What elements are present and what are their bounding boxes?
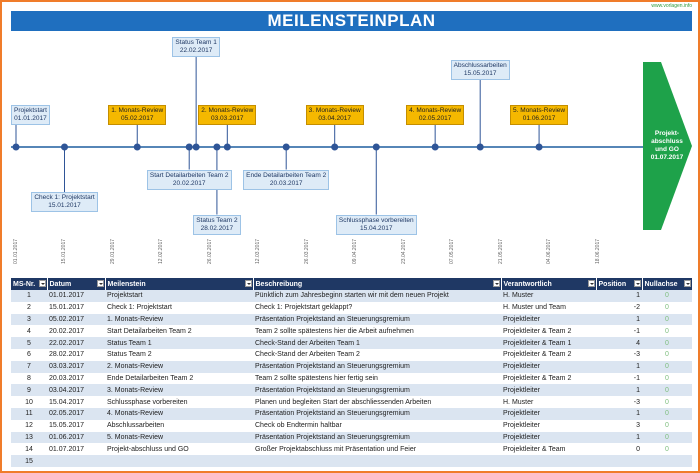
- cell-nr[interactable]: 14: [11, 443, 47, 455]
- cell-datum[interactable]: 01.07.2017: [47, 443, 105, 455]
- cell-meilenstein[interactable]: [105, 455, 253, 467]
- filter-dropdown-icon[interactable]: [245, 280, 252, 287]
- cell-meilenstein[interactable]: 1. Monats-Review: [105, 314, 253, 326]
- cell-nullachse[interactable]: 0: [642, 384, 692, 396]
- cell-position[interactable]: 4: [596, 337, 642, 349]
- milestone-date: 20.02.2017: [172, 179, 206, 187]
- milestone-title: Status Team 2: [196, 216, 238, 224]
- cell-nr[interactable]: 10: [11, 396, 47, 408]
- cell-nullachse[interactable]: 0: [642, 443, 692, 455]
- milestone-marker[interactable]: [186, 144, 193, 151]
- cell-meilenstein[interactable]: 5. Monats-Review: [105, 432, 253, 444]
- cell-verantwortlich[interactable]: Projektleiter & Team 2: [501, 349, 596, 361]
- cell-verantwortlich[interactable]: H. Muster: [501, 290, 596, 302]
- cell-datum[interactable]: 15.05.2017: [47, 420, 105, 432]
- cell-meilenstein[interactable]: 3. Monats-Review: [105, 384, 253, 396]
- cell-beschreibung[interactable]: Check ob Endtermin haltbar: [253, 420, 501, 432]
- cell-position[interactable]: 1: [596, 384, 642, 396]
- cell-verantwortlich[interactable]: Projektleiter & Team 2: [501, 325, 596, 337]
- cell-datum[interactable]: 03.03.2017: [47, 361, 105, 373]
- table-row[interactable]: [11, 325, 692, 337]
- milestone-marker[interactable]: [477, 144, 484, 151]
- cell-position[interactable]: 1: [596, 314, 642, 326]
- cell-nr[interactable]: 2: [11, 302, 47, 314]
- filter-dropdown-icon[interactable]: [39, 280, 46, 287]
- cell-beschreibung[interactable]: Check 1: Projektstart geklappt?: [253, 302, 501, 314]
- table-row[interactable]: [11, 432, 692, 444]
- cell-position[interactable]: 1: [596, 290, 642, 302]
- filter-dropdown-icon[interactable]: [97, 280, 104, 287]
- cell-verantwortlich[interactable]: Projektleiter & Team: [501, 443, 596, 455]
- table-row[interactable]: [11, 443, 692, 455]
- cell-nr[interactable]: 8: [11, 373, 47, 385]
- cell-nullachse[interactable]: 0: [642, 420, 692, 432]
- table-row[interactable]: [11, 290, 692, 302]
- filter-dropdown-icon[interactable]: [684, 280, 691, 287]
- milestone-date: 03.03.2017: [211, 114, 244, 122]
- column-header-verantwortlich[interactable]: Verantwortlich: [501, 278, 596, 290]
- cell-nullachse[interactable]: 0: [642, 337, 692, 349]
- cell-meilenstein[interactable]: Schlussphase vorbereiten: [105, 396, 253, 408]
- table-row[interactable]: [11, 396, 692, 408]
- cell-beschreibung[interactable]: Präsentation Projektstand an Steuerungsgremium: [253, 432, 501, 444]
- axis-date-label: 26.02.2017: [206, 238, 213, 264]
- milestone-title: 2. Monats-Review: [201, 106, 254, 114]
- milestone-marker[interactable]: [134, 144, 141, 151]
- milestone-label[interactable]: [243, 170, 329, 190]
- cell-datum[interactable]: 20.03.2017: [47, 373, 105, 385]
- column-header-meilenstein[interactable]: Meilenstein: [105, 278, 253, 290]
- cell-nr[interactable]: 15: [11, 455, 47, 467]
- cell-position[interactable]: 1: [596, 432, 642, 444]
- milestone-marker[interactable]: [432, 144, 439, 151]
- table-row[interactable]: [11, 314, 692, 326]
- table-row[interactable]: [11, 349, 692, 361]
- axis-date-label: 09.04.2017: [352, 238, 359, 264]
- cell-datum[interactable]: 20.02.2017: [47, 325, 105, 337]
- cell-nr[interactable]: 6: [11, 349, 47, 361]
- milestone-date: 05.02.2017: [120, 114, 154, 122]
- milestone-title: Abschlussarbeiten: [453, 61, 507, 69]
- axis-date-label: 04.06.2017: [546, 238, 553, 264]
- cell-datum[interactable]: 15.04.2017: [47, 396, 105, 408]
- cell-meilenstein[interactable]: Status Team 2: [105, 349, 253, 361]
- goal-label: Projekt-abschluss und GO 01.07.2017: [650, 130, 684, 161]
- cell-meilenstein[interactable]: 4. Monats-Review: [105, 408, 253, 420]
- cell-nr[interactable]: 4: [11, 325, 47, 337]
- milestone-marker[interactable]: [213, 144, 220, 151]
- milestone-marker[interactable]: [193, 144, 200, 151]
- cell-nr[interactable]: 3: [11, 314, 47, 326]
- filter-dropdown-icon[interactable]: [634, 280, 641, 287]
- table-row[interactable]: [11, 302, 692, 314]
- milestone-marker[interactable]: [536, 144, 543, 151]
- cell-datum[interactable]: 28.02.2017: [47, 349, 105, 361]
- cell-position[interactable]: 1: [596, 408, 642, 420]
- milestone-title: Start Detailarbeiten Team 2: [149, 171, 229, 179]
- table-row[interactable]: [11, 455, 692, 467]
- cell-nr[interactable]: 12: [11, 420, 47, 432]
- cell-nullachse[interactable]: 0: [642, 396, 692, 408]
- milestone-title: Schlussphase vorbereiten: [338, 216, 414, 224]
- page-title: MEILENSTEINPLAN: [11, 11, 692, 31]
- cell-meilenstein[interactable]: Start Detailarbeiten Team 2: [105, 325, 253, 337]
- filter-dropdown-icon[interactable]: [588, 280, 595, 287]
- milestone-label[interactable]: [406, 105, 464, 125]
- cell-verantwortlich[interactable]: Projektleiter & Team 1: [501, 337, 596, 349]
- cell-nr[interactable]: 11: [11, 408, 47, 420]
- filter-dropdown-icon[interactable]: [493, 280, 500, 287]
- cell-meilenstein[interactable]: Abschlussarbeiten: [105, 420, 253, 432]
- cell-meilenstein[interactable]: Status Team 1: [105, 337, 253, 349]
- cell-position[interactable]: -1: [596, 325, 642, 337]
- cell-beschreibung[interactable]: Pünktlich zum Jahresbeginn starten wir mit dem neuen Projekt: [253, 290, 501, 302]
- axis-date-label: 12.02.2017: [158, 238, 165, 264]
- cell-nr[interactable]: 9: [11, 384, 47, 396]
- milestone-table: [11, 278, 693, 467]
- cell-nr[interactable]: 7: [11, 361, 47, 373]
- cell-beschreibung[interactable]: Check-Stand der Arbeiten Team 1: [253, 337, 501, 349]
- cell-beschreibung[interactable]: Planen und begleiten Start der abschliessenden Arbeiten: [253, 396, 501, 408]
- cell-beschreibung[interactable]: Großer Projektabschluss mit Präsentation und Feier: [253, 443, 501, 455]
- cell-position[interactable]: -3: [596, 349, 642, 361]
- milestone-label[interactable]: [451, 60, 510, 80]
- cell-beschreibung[interactable]: Team 2 sollte spätestens hier die Arbeit aufnehmen: [253, 325, 501, 337]
- milestone-label[interactable]: [31, 192, 97, 212]
- milestone-date: 15.04.2017: [359, 224, 393, 232]
- milestone-label[interactable]: [510, 105, 568, 125]
- table-row[interactable]: [11, 384, 692, 396]
- column-header-datum[interactable]: Datum: [47, 278, 105, 290]
- milestone-date: 20.03.2017: [269, 179, 303, 187]
- milestone-marker[interactable]: [283, 144, 290, 151]
- cell-beschreibung[interactable]: Präsentation Projektstand an Steuerungsgremium: [253, 361, 501, 373]
- column-header-nullachse[interactable]: Nullachse: [642, 278, 692, 290]
- cell-verantwortlich[interactable]: Projektleiter: [501, 384, 596, 396]
- cell-beschreibung[interactable]: Präsentation Projektstand an Steuerungsgremium: [253, 384, 501, 396]
- cell-position[interactable]: 1: [596, 361, 642, 373]
- milestone-label[interactable]: [306, 105, 364, 125]
- milestone-marker[interactable]: [61, 144, 68, 151]
- milestone-label[interactable]: [147, 170, 232, 190]
- cell-datum[interactable]: [47, 455, 105, 467]
- milestone-marker[interactable]: [13, 144, 20, 151]
- milestone-title: 3. Monats-Review: [308, 106, 361, 114]
- column-header-ms-nr[interactable]: MS-Nr.: [11, 278, 47, 290]
- cell-position[interactable]: -2: [596, 302, 642, 314]
- cell-meilenstein[interactable]: Projektstart: [105, 290, 253, 302]
- column-header-beschreibung[interactable]: Beschreibung: [253, 278, 501, 290]
- table-row[interactable]: [11, 373, 692, 385]
- axis-date-label: 01.01.2017: [13, 238, 19, 264]
- cell-meilenstein[interactable]: Check 1: Projektstart: [105, 302, 253, 314]
- milestone-title: Projektstart: [14, 106, 47, 114]
- cell-nullachse[interactable]: 0: [642, 314, 692, 326]
- cell-verantwortlich[interactable]: H. Muster: [501, 396, 596, 408]
- cell-verantwortlich[interactable]: Projektleiter: [501, 361, 596, 373]
- table-header-row: [11, 278, 692, 290]
- milestone-title: Ende Detailarbeiten Team 2: [246, 171, 327, 179]
- cell-verantwortlich[interactable]: Projektleiter: [501, 420, 596, 432]
- milestone-label[interactable]: [11, 105, 50, 125]
- cell-verantwortlich[interactable]: Projektleiter: [501, 314, 596, 326]
- milestone-title: Check 1: Projektstart: [34, 194, 95, 201]
- milestone-marker[interactable]: [224, 144, 231, 151]
- axis-date-label: 29.01.2017: [109, 238, 116, 264]
- milestone-marker[interactable]: [331, 144, 338, 151]
- cell-beschreibung[interactable]: Team 2 sollte spätestens hier fertig sein: [253, 373, 501, 385]
- cell-nullachse[interactable]: 0: [642, 302, 692, 314]
- cell-beschreibung[interactable]: Check-Stand der Arbeiten Team 2: [253, 349, 501, 361]
- milestone-timeline-chart[interactable]: [11, 33, 692, 265]
- cell-datum[interactable]: 02.05.2017: [47, 408, 105, 420]
- cell-beschreibung[interactable]: Präsentation Projektstand an Steuerungsgremium: [253, 314, 501, 326]
- cell-nullachse[interactable]: 0: [642, 432, 692, 444]
- milestone-date: 02.05.2017: [418, 114, 452, 122]
- cell-nullachse[interactable]: 0: [642, 373, 692, 385]
- axis-date-label: 15.01.2017: [61, 238, 68, 264]
- cell-nullachse[interactable]: 0: [642, 408, 692, 420]
- milestone-date: 15.05.2017: [463, 69, 497, 77]
- source-watermark: www.vorlagen.info: [651, 3, 692, 9]
- cell-datum[interactable]: 22.02.2017: [47, 337, 105, 349]
- cell-verantwortlich[interactable]: Projektleiter: [501, 432, 596, 444]
- cell-position[interactable]: 0: [596, 443, 642, 455]
- milestone-title: 4. Monats-Review: [409, 106, 462, 114]
- cell-datum[interactable]: 15.01.2017: [47, 302, 105, 314]
- milestone-title: 5. Monats-Review: [513, 106, 566, 114]
- cell-meilenstein[interactable]: 2. Monats-Review: [105, 361, 253, 373]
- milestone-title: Status Team 1: [175, 39, 217, 46]
- cell-nullachse[interactable]: 0: [642, 349, 692, 361]
- milestone-title: 1. Monats-Review: [111, 106, 164, 114]
- axis-date-label: 18.06.2017: [594, 238, 601, 264]
- axis-date-label: 12.03.2017: [255, 238, 262, 264]
- cell-nr[interactable]: 13: [11, 432, 47, 444]
- cell-datum[interactable]: 05.02.2017: [47, 314, 105, 326]
- cell-position[interactable]: [596, 455, 642, 467]
- milestone-date: 01.01.2017: [14, 114, 47, 122]
- milestone-label[interactable]: [193, 215, 240, 235]
- milestone-date: 01.06.2017: [522, 114, 556, 122]
- cell-verantwortlich[interactable]: [501, 455, 596, 467]
- milestone-date: 15.01.2017: [48, 202, 81, 209]
- cell-position[interactable]: -3: [596, 396, 642, 408]
- cell-datum[interactable]: 01.01.2017: [47, 290, 105, 302]
- axis-date-label: 23.04.2017: [400, 238, 407, 264]
- milestone-label[interactable]: [198, 105, 256, 125]
- milestone-label[interactable]: [172, 37, 219, 57]
- cell-nullachse[interactable]: 0: [642, 325, 692, 337]
- cell-nullachse[interactable]: 0: [642, 290, 692, 302]
- axis-date-label: 21.05.2017: [497, 238, 504, 264]
- cell-position[interactable]: -1: [596, 373, 642, 385]
- table-row[interactable]: [11, 361, 692, 373]
- cell-nr[interactable]: 1: [11, 290, 47, 302]
- cell-verantwortlich[interactable]: Projektleiter & Team 2: [501, 373, 596, 385]
- milestone-date: 28.02.2017: [200, 224, 234, 232]
- cell-datum[interactable]: 01.06.2017: [47, 432, 105, 444]
- milestone-label[interactable]: [108, 105, 166, 125]
- cell-beschreibung[interactable]: Präsentation Projektstand an Steuerungsgremium: [253, 408, 501, 420]
- milestone-marker[interactable]: [373, 144, 380, 151]
- cell-beschreibung[interactable]: [253, 455, 501, 467]
- cell-datum[interactable]: 03.04.2017: [47, 384, 105, 396]
- cell-verantwortlich[interactable]: Projektleiter: [501, 408, 596, 420]
- milestone-label[interactable]: [336, 215, 417, 235]
- cell-nullachse[interactable]: [642, 455, 692, 467]
- cell-nr[interactable]: 5: [11, 337, 47, 349]
- cell-meilenstein[interactable]: Projekt-abschluss und GO: [105, 443, 253, 455]
- column-header-position[interactable]: Position: [596, 278, 642, 290]
- axis-date-label: 07.05.2017: [449, 238, 456, 264]
- table-row[interactable]: [11, 408, 692, 420]
- cell-verantwortlich[interactable]: H. Muster und Team: [501, 302, 596, 314]
- axis-date-label: 26.03.2017: [303, 238, 310, 264]
- milestone-date: 22.02.2017: [179, 47, 213, 54]
- table-row[interactable]: [11, 337, 692, 349]
- cell-nullachse[interactable]: 0: [642, 361, 692, 373]
- milestone-date: 03.04.2017: [318, 114, 351, 122]
- cell-position[interactable]: 3: [596, 420, 642, 432]
- cell-meilenstein[interactable]: Ende Detailarbeiten Team 2: [105, 373, 253, 385]
- table-row[interactable]: [11, 420, 692, 432]
